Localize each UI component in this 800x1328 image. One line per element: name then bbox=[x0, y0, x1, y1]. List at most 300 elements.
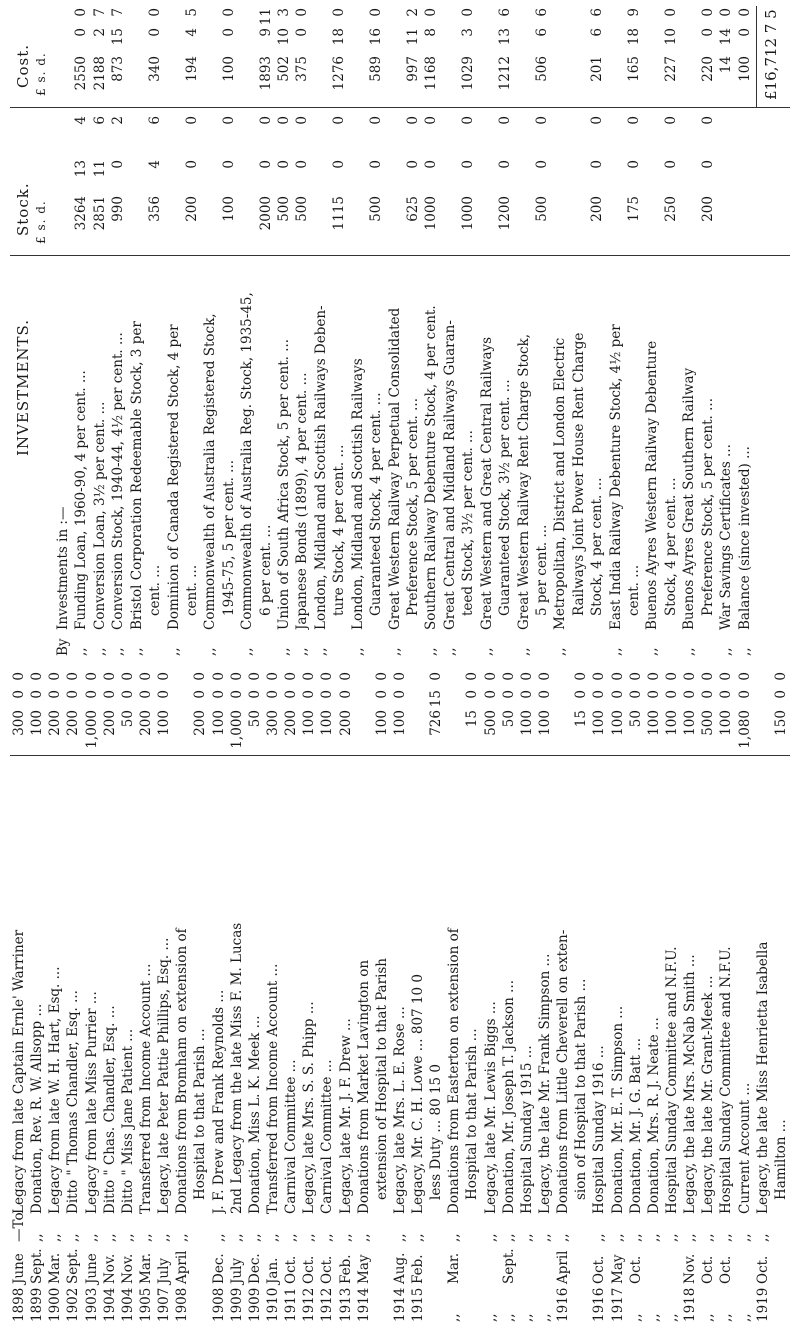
cost-pounds: 1168 bbox=[423, 56, 440, 91]
receipt-year: 1912 bbox=[301, 1287, 318, 1322]
cost-pounds: 14 bbox=[718, 56, 735, 74]
investment-row bbox=[551, 6, 569, 656]
investment-prefix: ,, bbox=[128, 647, 145, 656]
receipt-pence: 0 bbox=[682, 672, 699, 681]
receipt-year: 1918 bbox=[682, 1287, 699, 1322]
cost-pounds: 873 bbox=[110, 56, 127, 82]
cost-pence: 2 bbox=[405, 8, 421, 17]
stock-pence: 0 bbox=[183, 116, 200, 125]
investment-description: 1945-75, 5 per cent. ... bbox=[220, 459, 237, 616]
receipt-shillings: 0 bbox=[283, 690, 300, 699]
receipt-description: Legacy, Mr. C. H. Lowe ... 807 10 0 bbox=[410, 974, 427, 1214]
receipt-month: Dec. bbox=[246, 1253, 263, 1284]
investment-row bbox=[459, 6, 477, 656]
receipt-row bbox=[264, 672, 282, 1322]
investment-row bbox=[54, 6, 72, 656]
stock-pence: 0 bbox=[533, 116, 550, 125]
receipt-pounds: 100 bbox=[682, 710, 699, 736]
investment-row bbox=[238, 6, 256, 656]
stock-shillings: 4 bbox=[147, 160, 164, 169]
receipt-prefix: ,, bbox=[718, 1233, 735, 1242]
cost-pence: 3 bbox=[276, 8, 293, 17]
receipt-description: less Duty ... 80 15 0 bbox=[428, 1063, 445, 1200]
investment-row bbox=[607, 6, 625, 656]
investment-description: cent. ... bbox=[147, 564, 164, 616]
stock-pence: 0 bbox=[423, 116, 440, 125]
receipt-description: Donations from Easterton on extension of bbox=[446, 928, 463, 1214]
receipt-row bbox=[300, 672, 318, 1322]
cost-pence: 0 bbox=[220, 8, 237, 17]
receipt-prefix: ,, bbox=[609, 1233, 626, 1242]
receipt-row bbox=[318, 672, 336, 1322]
receipt-pounds: 50 bbox=[246, 710, 263, 728]
receipt-row bbox=[83, 672, 101, 1322]
investment-prefix: ,, bbox=[423, 647, 440, 656]
receipt-shillings: 0 bbox=[29, 690, 46, 699]
investment-prefix: ,, bbox=[349, 647, 366, 656]
receipt-month: Oct. bbox=[283, 1255, 300, 1284]
receipt-description: extension of Hospital to that Parish bbox=[373, 957, 390, 1200]
receipt-month: Jan. bbox=[264, 1257, 281, 1284]
cost-shillings: 16 bbox=[368, 28, 385, 46]
receipt-month: May bbox=[609, 1254, 626, 1284]
receipt-pounds: 50 bbox=[500, 710, 517, 728]
cost-shillings: 13 bbox=[497, 28, 514, 46]
receipt-row bbox=[754, 672, 772, 1322]
receipt-description: Legacy, late Mr. J. F. Drew ... bbox=[337, 1018, 354, 1214]
investment-description: London, Midland and Scottish Railways Deben- bbox=[312, 305, 329, 630]
receipt-year: 1913 bbox=[337, 1287, 354, 1322]
investment-row bbox=[257, 6, 275, 656]
investment-description: Dominion of Canada Registered Stock, 4 per bbox=[165, 324, 182, 630]
cost-shillings: 14 bbox=[718, 28, 735, 46]
receipt-month: Nov. bbox=[101, 1253, 118, 1284]
cost-pence: 0 bbox=[699, 8, 716, 17]
receipt-month: Nov. bbox=[682, 1253, 699, 1284]
receipt-shillings: 0 bbox=[101, 690, 118, 699]
receipt-shillings: 0 bbox=[47, 690, 64, 699]
receipt-year: 1908 bbox=[174, 1287, 191, 1322]
receipt-year: 1907 bbox=[156, 1287, 173, 1322]
receipt-year: ,, bbox=[627, 1313, 644, 1322]
investment-description: teed Stock, 3½ per cent. ... bbox=[460, 430, 477, 616]
receipt-pounds: 1,080 bbox=[736, 710, 753, 749]
investment-description: Guaranteed Stock, 3½ per cent. ... bbox=[497, 379, 514, 616]
cost-shillings: 9 bbox=[257, 28, 274, 37]
receipt-description: Legacy from late Captain Ernle' Warriner bbox=[11, 929, 27, 1214]
stock-pence: 0 bbox=[294, 116, 311, 125]
receipt-row bbox=[337, 672, 355, 1322]
receipt-row bbox=[173, 672, 191, 1322]
investment-prefix: ,, bbox=[681, 647, 698, 656]
stock-shillings: 0 bbox=[331, 160, 348, 169]
receipt-shillings: 0 bbox=[373, 690, 390, 699]
investment-description: Great Western Railway Perpetual Consolidated bbox=[386, 307, 403, 630]
receipt-prefix: ,, bbox=[174, 1233, 191, 1242]
receipt-shillings: 0 bbox=[537, 690, 554, 699]
investment-row bbox=[625, 6, 643, 656]
receipt-month: Oct. bbox=[627, 1255, 644, 1284]
receipt-pence: 0 bbox=[482, 672, 499, 681]
receipt-pounds: 150 bbox=[772, 710, 789, 736]
receipt-row bbox=[46, 672, 64, 1322]
stock-pounds: 200 bbox=[699, 196, 716, 222]
receipt-pounds: 100 bbox=[391, 710, 408, 736]
receipt-description: Legacy, the late Mrs. McNab Smith ... bbox=[682, 954, 699, 1214]
receipt-month: Oct. bbox=[319, 1255, 336, 1284]
investment-prefix: ,, bbox=[73, 647, 90, 656]
investment-row bbox=[441, 6, 459, 656]
receipt-description: Legacy from late W. H. Hart, Esq. ... bbox=[47, 966, 64, 1214]
receipt-shillings: 0 bbox=[228, 690, 245, 699]
receipt-description: Transferred from Income Account ... bbox=[264, 963, 281, 1214]
receipt-pounds: 200 bbox=[47, 710, 64, 736]
stock-shillings: 0 bbox=[662, 160, 679, 169]
investment-row bbox=[570, 6, 588, 656]
receipt-row bbox=[155, 672, 173, 1322]
receipt-month: Oct. bbox=[700, 1255, 717, 1284]
receipt-description: Hospital to that Parish ... bbox=[192, 1028, 209, 1200]
receipt-prefix: ,, bbox=[645, 1233, 662, 1242]
receipt-pounds: 1,000 bbox=[83, 710, 100, 749]
investment-prefix: ,, bbox=[239, 647, 256, 656]
investment-description: 6 per cent. ... bbox=[257, 524, 274, 616]
cost-pence: 7 bbox=[91, 8, 108, 17]
stock-pounds: 100 bbox=[220, 196, 237, 222]
receipt-shillings: 0 bbox=[736, 690, 753, 699]
cost-pounds: 100 bbox=[736, 56, 753, 82]
receipt-month: Feb. bbox=[410, 1254, 427, 1284]
receipt-month: Sept. bbox=[29, 1248, 46, 1284]
receipt-shillings: 0 bbox=[83, 690, 100, 699]
receipt-pounds: 500 bbox=[700, 710, 717, 736]
cost-pounds: 375 bbox=[294, 56, 311, 82]
investment-description: ture Stock, 4 per cent. ... bbox=[331, 444, 348, 616]
receipt-pounds: 200 bbox=[283, 710, 300, 736]
investment-description: Stock, 4 per cent. ... bbox=[662, 477, 679, 616]
investment-row bbox=[662, 6, 680, 656]
receipt-pounds: 100 bbox=[156, 710, 173, 736]
cost-shillings: 2 bbox=[91, 28, 108, 37]
grand-total-shillings: 7 bbox=[762, 23, 780, 34]
receipt-pence: 0 bbox=[700, 672, 717, 681]
investment-row bbox=[367, 6, 385, 656]
investment-prefix: ,, bbox=[718, 647, 735, 656]
stock-shillings: 0 bbox=[699, 160, 716, 169]
receipt-prefix: ,, bbox=[591, 1233, 608, 1242]
receipt-pence: 0 bbox=[645, 672, 662, 681]
investment-description: Balance (since invested) ... bbox=[736, 446, 753, 630]
stock-pounds: 625 bbox=[405, 196, 421, 222]
investment-description: Investments in :— bbox=[55, 506, 71, 630]
stock-pounds: 1115 bbox=[331, 196, 348, 231]
cost-shillings: 0 bbox=[147, 28, 164, 37]
investment-row bbox=[699, 6, 717, 656]
receipt-description: Carnival Committee ... bbox=[319, 1059, 336, 1214]
receipt-row bbox=[500, 672, 518, 1322]
cost-pounds: 227 bbox=[662, 56, 679, 82]
investment-description: Preference Stock, 5 per cent. ... bbox=[405, 398, 421, 616]
investment-description: Great Central and Midland Railways Guaran- bbox=[441, 320, 458, 630]
stock-pounds: 500 bbox=[368, 196, 385, 222]
receipt-pounds: 200 bbox=[192, 710, 209, 736]
receipt-month: Sept. bbox=[500, 1248, 517, 1284]
cost-pence: 0 bbox=[294, 8, 311, 17]
stock-pounds: 1000 bbox=[423, 196, 440, 231]
stock-shillings: 0 bbox=[110, 160, 127, 169]
receipt-pence: 0 bbox=[609, 672, 626, 681]
cost-pounds: 165 bbox=[626, 56, 643, 82]
receipt-year: 1911 bbox=[283, 1287, 300, 1322]
receipt-pence: 0 bbox=[373, 672, 390, 681]
receipt-prefix: ,, bbox=[283, 1233, 300, 1242]
investment-description: Stock, 4 per cent. ... bbox=[589, 477, 606, 616]
receipt-month: Sept. bbox=[65, 1248, 82, 1284]
investment-description: Commonwealth of Australia Reg. Stock, 1935-45, bbox=[239, 292, 256, 630]
cost-pence: 0 bbox=[147, 8, 164, 17]
receipt-pounds: 100 bbox=[518, 710, 535, 736]
receipt-row bbox=[663, 672, 681, 1322]
investment-row bbox=[128, 6, 146, 656]
stock-shillings: 0 bbox=[589, 160, 606, 169]
investment-description: London, Midland and Scottish Railways bbox=[349, 358, 366, 630]
stock-pounds: 500 bbox=[533, 196, 550, 222]
receipt-description: Hospital Sunday 1916 ... bbox=[591, 1045, 608, 1214]
receipt-year: 1909 bbox=[246, 1287, 263, 1322]
receipt-pounds: 15 bbox=[464, 710, 481, 728]
receipt-year: 1909 bbox=[228, 1287, 245, 1322]
receipt-year: 1899 bbox=[29, 1287, 46, 1322]
stock-shillings: 0 bbox=[423, 160, 440, 169]
receipt-description: Hospital to that Parish ... bbox=[464, 1028, 481, 1200]
receipt-year: 1916 bbox=[591, 1287, 608, 1322]
receipt-year: 1903 bbox=[83, 1287, 100, 1322]
stock-pence: 2 bbox=[110, 116, 127, 125]
receipt-pence: 0 bbox=[246, 672, 263, 681]
receipt-year: 1917 bbox=[609, 1287, 626, 1322]
investment-prefix: ,, bbox=[202, 647, 219, 656]
receipt-shillings: 0 bbox=[718, 690, 735, 699]
receipt-row bbox=[482, 672, 500, 1322]
investment-description: Conversion Loan, 3½ per cent. ... bbox=[91, 401, 108, 630]
receipt-month: Oct. bbox=[301, 1255, 318, 1284]
receipt-row bbox=[28, 672, 46, 1322]
receipt-prefix: ,, bbox=[410, 1233, 427, 1242]
cost-pounds: 589 bbox=[368, 56, 385, 82]
receipt-shillings: 0 bbox=[210, 690, 227, 699]
receipt-description: Donation, Mr. E. T. Simpson ... bbox=[609, 1005, 626, 1214]
receipt-pence: 0 bbox=[718, 672, 735, 681]
receipt-pounds: 100 bbox=[664, 710, 681, 736]
receipt-row bbox=[101, 672, 119, 1322]
receipt-pence: 0 bbox=[736, 672, 753, 681]
receipt-year: 1915 bbox=[410, 1287, 427, 1322]
receipt-pounds: 200 bbox=[137, 710, 154, 736]
cost-shillings: 15 bbox=[110, 28, 127, 46]
receipt-pounds: 300 bbox=[264, 710, 281, 736]
receipt-row bbox=[64, 672, 82, 1322]
investment-description: Japanese Bonds (1899), 4 per cent. ... bbox=[294, 372, 311, 630]
investment-row bbox=[422, 6, 440, 656]
investments-title: INVESTMENTS. bbox=[14, 318, 32, 456]
receipt-row bbox=[355, 672, 373, 1322]
receipt-shillings: 0 bbox=[591, 690, 608, 699]
receipt-prefix: —To bbox=[11, 1212, 27, 1242]
receipt-prefix: ,, bbox=[264, 1233, 281, 1242]
receipt-prefix: ,, bbox=[319, 1233, 336, 1242]
receipt-pence: 0 bbox=[500, 672, 517, 681]
receipt-pence: 0 bbox=[591, 672, 608, 681]
receipt-shillings: 0 bbox=[301, 690, 318, 699]
receipt-description: Legacy, late Mrs. L. E. Rose ... bbox=[391, 1006, 408, 1214]
investment-description: cent. ... bbox=[183, 564, 200, 616]
receipt-row bbox=[427, 672, 445, 1322]
receipt-pence: 0 bbox=[464, 672, 481, 681]
receipt-month: Dec. bbox=[210, 1253, 227, 1284]
receipt-shillings: 15 bbox=[428, 690, 445, 708]
receipt-pence: 0 bbox=[772, 672, 789, 681]
total-rule bbox=[756, 6, 757, 108]
receipt-year: ,, bbox=[718, 1313, 735, 1322]
investment-prefix: ,, bbox=[276, 647, 293, 656]
receipt-pence: 0 bbox=[301, 672, 318, 681]
stock-pounds: 3264 bbox=[73, 196, 90, 231]
receipt-pounds: 200 bbox=[65, 710, 82, 736]
cost-shillings: 8 bbox=[423, 28, 440, 37]
receipt-pounds: 200 bbox=[101, 710, 118, 736]
investment-description: cent. ... bbox=[626, 564, 643, 616]
receipt-shillings: 0 bbox=[137, 690, 154, 699]
receipt-prefix: ,, bbox=[391, 1233, 408, 1242]
receipt-pence: 0 bbox=[283, 672, 300, 681]
receipt-description: Donation, Miss L. K. Meek ... bbox=[246, 1015, 263, 1214]
receipt-pounds: 50 bbox=[627, 710, 644, 728]
stock-pounds: 175 bbox=[626, 196, 643, 222]
receipt-pounds: 15 bbox=[573, 710, 590, 728]
investment-row bbox=[478, 6, 496, 656]
receipt-pounds: 100 bbox=[645, 710, 662, 736]
cost-pence: 6 bbox=[497, 8, 514, 17]
investment-description: Great Western and Great Central Railways bbox=[478, 336, 495, 630]
receipt-prefix: ,, bbox=[65, 1233, 82, 1242]
receipt-row bbox=[210, 672, 228, 1322]
receipt-shillings: 0 bbox=[65, 690, 82, 699]
investment-description: Funding Loan, 1960-90, 4 per cent. ... bbox=[73, 370, 90, 630]
receipt-pounds: 1,000 bbox=[228, 710, 245, 749]
cost-pounds: 194 bbox=[183, 56, 200, 82]
stock-pounds: 1000 bbox=[460, 196, 477, 231]
cost-shillings: 6 bbox=[533, 28, 550, 37]
receipt-month: Aug. bbox=[391, 1252, 408, 1284]
stock-pence: 0 bbox=[460, 116, 477, 125]
cost-pounds: 997 bbox=[405, 56, 421, 82]
cost-pence: 0 bbox=[368, 8, 385, 17]
stock-pence: 0 bbox=[368, 116, 385, 125]
receipt-pence: 0 bbox=[11, 672, 27, 681]
cost-shillings: 0 bbox=[736, 28, 753, 37]
investment-row bbox=[220, 6, 238, 656]
stock-pounds: 2851 bbox=[91, 196, 108, 231]
investment-description: Guaranteed Stock, 4 per cent. ... bbox=[368, 392, 385, 616]
investment-prefix: ,, bbox=[607, 647, 624, 656]
receipt-shillings: 0 bbox=[391, 690, 408, 699]
cost-pence: 6 bbox=[533, 8, 550, 17]
receipt-prefix: ,, bbox=[446, 1233, 463, 1242]
investment-row bbox=[91, 6, 109, 656]
receipt-row bbox=[282, 672, 300, 1322]
investment-row bbox=[717, 6, 735, 656]
receipt-description: Current Account ... bbox=[736, 1082, 753, 1214]
receipt-description: Donation, Rev. R. W. Allsopp ... bbox=[29, 1003, 46, 1214]
cost-shillings: 18 bbox=[626, 28, 643, 46]
cost-pence: 9 bbox=[626, 8, 643, 17]
receipt-pence: 0 bbox=[65, 672, 82, 681]
receipt-pence: 0 bbox=[537, 672, 554, 681]
stock-pounds: 990 bbox=[110, 196, 127, 222]
receipt-prefix: ,, bbox=[627, 1233, 644, 1242]
cost-shillings: 6 bbox=[589, 28, 606, 37]
receipt-pence: 0 bbox=[264, 672, 281, 681]
receipt-shillings: 0 bbox=[264, 690, 281, 699]
receipt-shillings: 0 bbox=[682, 690, 699, 699]
stock-shillings: 0 bbox=[626, 160, 643, 169]
receipt-description: Legacy, the late Miss Henrietta Isabella bbox=[754, 941, 771, 1214]
cost-pounds: 2188 bbox=[91, 56, 108, 91]
investment-description: Commonwealth of Australia Registered Stock, bbox=[202, 313, 219, 630]
cost-shillings: 10 bbox=[276, 28, 293, 46]
receipt-description: Donations from Market Lavington on bbox=[355, 959, 372, 1214]
cost-pounds: 1893 bbox=[257, 56, 274, 91]
receipt-month: June bbox=[11, 1253, 27, 1284]
receipt-pence: 0 bbox=[664, 672, 681, 681]
receipt-pounds: 100 bbox=[29, 710, 46, 736]
receipt-row bbox=[409, 672, 427, 1322]
investment-prefix: ,, bbox=[312, 647, 329, 656]
receipt-row bbox=[445, 672, 463, 1322]
receipt-shillings: 0 bbox=[319, 690, 336, 699]
stock-pence: 0 bbox=[405, 116, 421, 125]
investment-row bbox=[146, 6, 164, 656]
receipt-pence: 0 bbox=[119, 672, 136, 681]
investment-row bbox=[312, 6, 330, 656]
receipt-shillings: 0 bbox=[627, 690, 644, 699]
receipt-year: ,, bbox=[518, 1313, 535, 1322]
investment-prefix: ,, bbox=[386, 647, 403, 656]
receipt-shillings: 0 bbox=[464, 690, 481, 699]
receipt-prefix: ,, bbox=[664, 1233, 681, 1242]
receipt-year: 1902 bbox=[65, 1287, 82, 1322]
receipt-row bbox=[681, 672, 699, 1322]
receipt-shillings: 0 bbox=[192, 690, 209, 699]
receipt-year: ,, bbox=[482, 1313, 499, 1322]
receipt-prefix: ,, bbox=[736, 1233, 753, 1242]
stock-shillings: 0 bbox=[460, 160, 477, 169]
receipt-description: 2nd Legacy from the late Miss F. M. Lucas bbox=[228, 922, 245, 1214]
receipt-year: 1908 bbox=[210, 1287, 227, 1322]
receipt-prefix: ,, bbox=[246, 1233, 263, 1242]
receipt-row bbox=[645, 672, 663, 1322]
receipt-pence: 0 bbox=[210, 672, 227, 681]
stock-pounds: 200 bbox=[183, 196, 200, 222]
receipt-row bbox=[572, 672, 590, 1322]
investment-row bbox=[386, 6, 404, 656]
receipt-description: Hospital Sunday Committee and N.F.U. bbox=[664, 946, 681, 1214]
receipt-shillings: 0 bbox=[119, 690, 136, 699]
receipt-shillings: 0 bbox=[337, 690, 354, 699]
receipt-pounds: 100 bbox=[537, 710, 554, 736]
receipt-pounds: 100 bbox=[373, 710, 390, 736]
receipt-shillings: 0 bbox=[772, 690, 789, 699]
